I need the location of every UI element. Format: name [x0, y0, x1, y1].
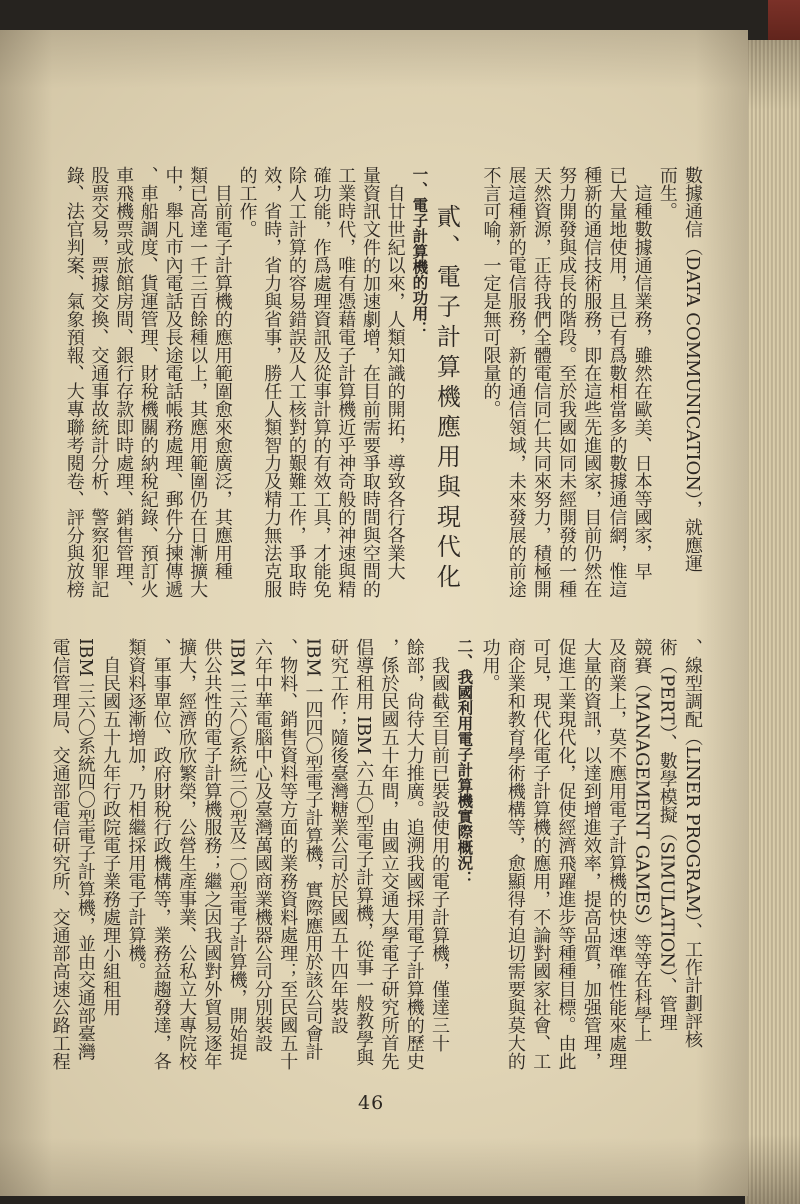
text-line: IBM 三六〇系統三〇型及二〇型電子計算機，開始提	[226, 638, 248, 1061]
section-heading: 二、我國利用電子計算機實際概況：	[455, 638, 475, 886]
text-line: 中，舉凡市內電話及長途電話帳務處理、郵件分揀傳遞	[162, 166, 184, 598]
text-line: 展這種新的電信服務，新的通信領域，未來發展的前途	[505, 166, 527, 598]
text-line: 研究工作；隨後臺灣糖業公司於民國五十四年裝設	[327, 638, 349, 1034]
text-line: 自廿世紀以來，人類知識的開拓，導致各行各業大	[384, 184, 406, 580]
text-line: 、線型調配（LINER PROGRAM）、工作計劃評核	[682, 638, 703, 1049]
text-line: 六年中華電腦中心及臺灣萬國商業機器公司分別裝設	[251, 638, 273, 1052]
text-line: ，係於民國五十年間，由國立交通大學電子研究所首先	[378, 638, 400, 1070]
text-line: IBM 三六〇系統四〇型電子計算機，並由交通部臺灣	[74, 638, 96, 1061]
text-line: 倡導租用 IBM 六五〇型電子計算機，從事一般教學與	[353, 638, 375, 1067]
text-line: 天然資源，正待我們全體電信同仁共同來努力，積極開	[530, 166, 552, 598]
text-line: 不言可喻，一定是無可限量的。	[480, 166, 502, 418]
text-line: 供公共性的電子計算機服務；繼之因我國對外貿易逐年	[201, 638, 223, 1070]
text-line: 餘部，尙待大力推廣。追溯我國採用電子計算機的歷史	[403, 638, 425, 1070]
section-heading: 一、電子計算機的功用：	[410, 166, 430, 337]
text-line: 、車船調度、貨運管理、財稅機關的納稅紀錄、預訂火	[137, 166, 159, 598]
text-line: 股票交易，票據交換、交通事故統計分析、警察犯罪記	[88, 166, 110, 598]
page-number: 46	[358, 1092, 385, 1114]
text-line: 電信管理局、交通部電信研究所、交通部高速公路工程	[49, 638, 71, 1070]
text-line: 錄、法官判案、氣象預報、大專聯考閱卷、評分與放榜	[63, 166, 85, 598]
text-line: 車飛機票或旅館房間、銀行存款即時處理、銷售管理、	[113, 166, 135, 598]
text-line: 、物料、銷售資料等方面的業務資料處理；至民國五十	[277, 638, 299, 1070]
text-line: 效，省時，省力與省事，勝任人類智力及精力無法克服	[261, 166, 283, 598]
text-line: 已大量地使用，且已有爲數相當多的數據通信網，惟這	[606, 166, 628, 598]
text-line: 可見，現代化電子計算機的應用，不論對國家社會、工	[530, 638, 552, 1070]
text-line: 類資料逐漸增加，乃相繼採用電子計算機。	[125, 638, 147, 980]
text-line: 確功能，作爲處理資訊及從事計算的有效工具，才能免	[310, 166, 332, 598]
chapter-heading: 貳、電子計算機應用與現代化	[432, 204, 461, 594]
text-line: 商企業和教育學術機構等，愈顯得有迫切需要與莫大的	[504, 638, 526, 1070]
text-line: 、軍事單位、政府財稅行政機構等，業務益趨發達，各	[150, 638, 172, 1070]
text-line: 大量的資訊，以達到增進效率，提高品質，加强管理，	[580, 638, 602, 1070]
text-line: 功用。	[479, 638, 501, 692]
text-line: 促進工業現代化，促使經濟飛躍進步等種種目標。由此	[555, 638, 577, 1070]
text-line: 及商業上，莫不應用電子計算機的快速準確性能來處理	[606, 638, 628, 1070]
text-line: 類已高達一千三百餘種以上，其應用範圍仍在日漸擴大	[187, 166, 209, 598]
text-line: 術（PERT）、數學模擬（SIMULATION）、管理	[656, 638, 678, 1032]
upper-text-block	[61, 166, 705, 606]
text-line: 努力開發與成長的階段。至於我國如同未經開發的一種	[556, 166, 578, 598]
text-line: 除人工計算的容易錯誤及人工核對的艱難工作，爭取時	[285, 166, 307, 598]
text-line: 自民國五十九年行政院電子業務處理小組租用	[100, 656, 122, 1016]
text-line: 量資訊文件的加速劇增，在目前需要爭取時間與空間的	[359, 166, 381, 598]
text-line: 擴大，經濟欣欣繁榮，公營生產事業、公私立大專院校	[176, 638, 198, 1070]
text-line: 數據通信（DATA COMMUNICATION），就應運	[682, 166, 703, 573]
text-line: 的工作。	[236, 166, 258, 238]
lower-text-block	[47, 638, 705, 1078]
text-line: 我國截至目前已裝設使用的電子計算機，僅達三十	[429, 656, 451, 1052]
text-line: 而生。	[656, 166, 678, 220]
text-line: 競賽（MANAGEMENT GAMES）等等在科學上	[631, 638, 653, 1043]
text-line: 目前電子計算機的應用範圍愈來愈廣泛，其應用種	[211, 184, 233, 580]
text-line: 工業時代，唯有憑藉電子計算機近乎神奇般的神速與精	[335, 166, 357, 598]
text-line: 這種數據通信業務，雖然在歐美、日本等國家，早	[631, 184, 653, 580]
book-page	[0, 30, 748, 1196]
text-line: 種新的通信技術服務，即在這些先進國家，目前仍然在	[581, 166, 603, 598]
text-line: IBM 一四四〇型電子計算機，實際應用於該公司會計	[302, 638, 324, 1061]
page-stack-edge	[745, 40, 800, 1204]
